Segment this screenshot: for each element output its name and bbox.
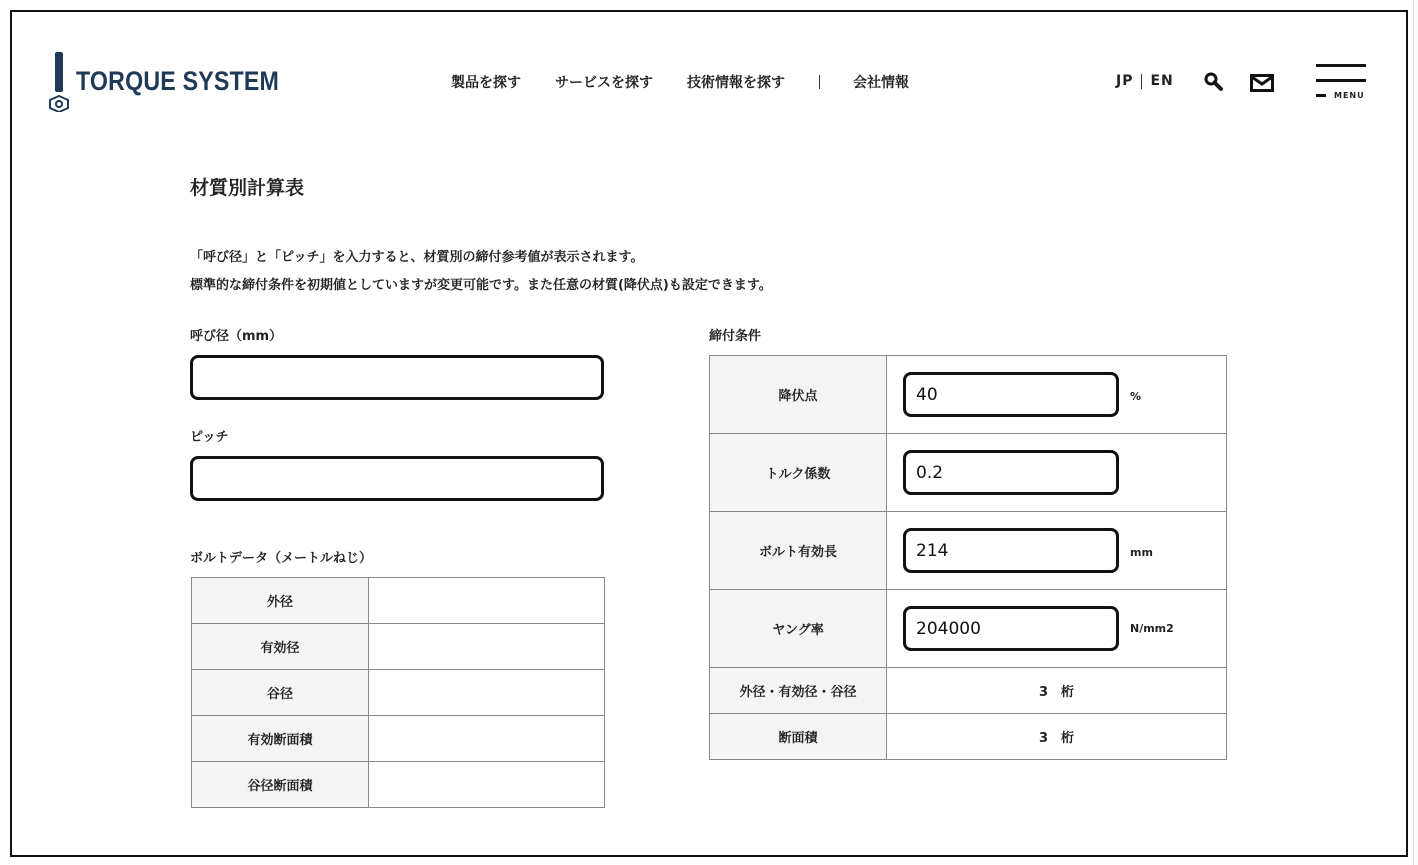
- table-row: [192, 716, 605, 762]
- menu-label: MENU: [1334, 91, 1365, 100]
- yield-label: 降伏点: [710, 356, 887, 434]
- bolt-row-label: 有効断面積: [192, 716, 369, 762]
- diameter-input[interactable]: [190, 355, 604, 400]
- lang-divider: [1141, 74, 1142, 89]
- logo[interactable]: [46, 50, 312, 112]
- young-cell: [887, 590, 1227, 668]
- torque-label: トルク係数: [710, 434, 887, 512]
- nav-company[interactable]: 会社情報: [853, 75, 909, 91]
- yield-unit: %: [1130, 390, 1142, 403]
- conditions-title: 締付条件: [709, 329, 762, 344]
- nav-services[interactable]: サービスを探す: [555, 75, 653, 91]
- length-label: ボルト有効長: [710, 512, 887, 590]
- table-row: [192, 578, 605, 624]
- table-row: [192, 624, 605, 670]
- table-row: [710, 668, 1227, 714]
- young-modulus-input[interactable]: [903, 606, 1119, 651]
- lang-jp[interactable]: JP: [1116, 73, 1134, 89]
- table-row: [710, 356, 1227, 434]
- menu-button[interactable]: [1316, 64, 1368, 102]
- bolt-length-input[interactable]: [903, 528, 1119, 573]
- pitch-label: ピッチ: [190, 430, 229, 445]
- digits-area-value[interactable]: 3 桁: [887, 714, 1227, 760]
- nav-products[interactable]: 製品を探す: [451, 75, 521, 91]
- length-unit: mm: [1130, 546, 1153, 559]
- torque-coefficient-input[interactable]: [903, 450, 1119, 495]
- bolt-data-title: ボルトデータ（メートルねじ）: [190, 551, 373, 566]
- language-switcher: [1116, 73, 1174, 89]
- diameter-label: 呼び径（mm）: [190, 329, 283, 344]
- mail-icon[interactable]: [1250, 74, 1274, 96]
- bolt-row-label: 有効径: [192, 624, 369, 670]
- table-row: [192, 670, 605, 716]
- young-label: ヤング率: [710, 590, 887, 668]
- lang-en[interactable]: EN: [1150, 73, 1174, 89]
- conditions-table: [709, 355, 1227, 760]
- bolt-data-table: [191, 577, 605, 808]
- intro-line-1: 「呼び径」と「ピッチ」を入力すると、材質別の締付参考値が表示されます。: [190, 250, 644, 265]
- bolt-row-value: [369, 670, 605, 716]
- page-title: 材質別計算表: [190, 177, 305, 199]
- nav-tech-info[interactable]: 技術情報を探す: [687, 75, 785, 91]
- pitch-input[interactable]: [190, 456, 604, 501]
- intro-line-2: 標準的な締付条件を初期値としていますが変更可能です。また任意の材質(降伏点)も設定できます。: [190, 278, 772, 293]
- digits-diameter-value[interactable]: 3 桁: [887, 668, 1227, 714]
- torque-cell: [887, 434, 1227, 512]
- search-icon[interactable]: [1204, 72, 1224, 96]
- bolt-row-value: [369, 624, 605, 670]
- table-row: [710, 714, 1227, 760]
- table-row: [710, 590, 1227, 668]
- bolt-row-value: [369, 762, 605, 808]
- scrollbar[interactable]: [1413, 0, 1418, 865]
- logo-text: TORQUE SYSTEM: [76, 66, 280, 96]
- nav-divider: [819, 75, 820, 89]
- young-unit: N/mm2: [1130, 622, 1174, 635]
- intro-text: [190, 244, 772, 300]
- digits-area-label: 断面積: [710, 714, 887, 760]
- torque-wrench-logo-icon: [46, 50, 72, 112]
- bolt-row-label: 谷径: [192, 670, 369, 716]
- bolt-row-label: 谷径断面積: [192, 762, 369, 808]
- menu-line-icon: [1316, 94, 1326, 97]
- bolt-row-value: [369, 716, 605, 762]
- menu-line-icon: [1316, 64, 1366, 67]
- menu-line-icon: [1316, 79, 1366, 82]
- table-row: [710, 434, 1227, 512]
- yield-input[interactable]: [903, 372, 1119, 417]
- table-row: [710, 512, 1227, 590]
- bolt-row-value: [369, 578, 605, 624]
- table-row: [192, 762, 605, 808]
- length-cell: [887, 512, 1227, 590]
- bolt-row-label: 外径: [192, 578, 369, 624]
- yield-cell: [887, 356, 1227, 434]
- global-nav: [451, 72, 943, 92]
- digits-diameter-label: 外径・有効径・谷径: [710, 668, 887, 714]
